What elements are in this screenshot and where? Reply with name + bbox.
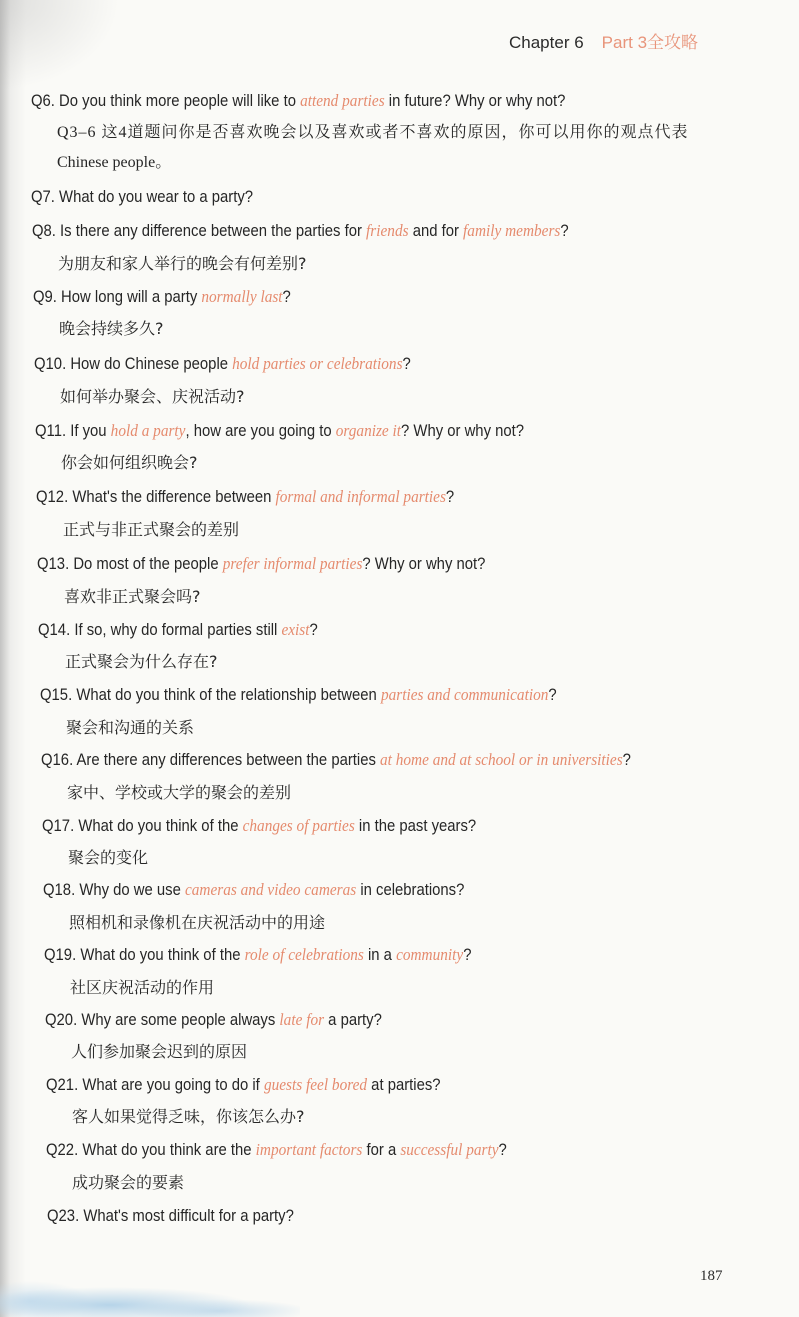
question-text: Q7. What do you wear to a party? [31, 188, 254, 206]
question-q10 [34, 354, 411, 374]
question-text: at parties? [367, 1076, 441, 1094]
question-q20 [45, 1010, 382, 1030]
highlighted-phrase: hold a party [110, 421, 186, 440]
highlighted-phrase: formal and informal parties [275, 487, 446, 506]
decorative-blue-brush [0, 1271, 300, 1317]
question-text: ? [445, 488, 455, 506]
question-text: , how are you going to [185, 422, 336, 440]
question-q15 [40, 685, 557, 705]
page-number: 187 [700, 1268, 723, 1284]
question-q11 [35, 421, 524, 441]
question-text: ? [309, 621, 318, 639]
question-text: Q17. What do you think of the [42, 817, 243, 835]
question-text: Q23. What's most difficult for a party? [47, 1207, 294, 1225]
question-text: in future? Why or why not? [384, 92, 566, 110]
intro-note-line-2: Chinese people。 [57, 154, 172, 171]
translation-q16: 家中、学校或大学的聚会的差别 [67, 783, 292, 802]
question-q14 [38, 620, 318, 640]
question-text: Q8. Is there any difference between the parties for [32, 222, 367, 240]
question-text: Q22. What do you think are the [46, 1141, 256, 1159]
question-text: for a [362, 1141, 401, 1159]
highlighted-phrase: changes of parties [242, 816, 355, 835]
question-text: Q11. If you [35, 422, 111, 440]
highlighted-phrase: hold parties or celebrations [232, 354, 403, 373]
question-q16 [41, 750, 631, 770]
highlighted-phrase: community [396, 945, 464, 964]
question-text: Q6. Do you think more people will like to [31, 92, 301, 110]
highlighted-phrase: role of celebrations [244, 945, 364, 964]
translation-q18: 照相机和录像机在庆祝活动中的用途 [69, 913, 326, 932]
question-text: a party? [324, 1011, 382, 1029]
translation-q12: 正式与非正式聚会的差别 [63, 520, 240, 539]
question-q21 [46, 1075, 441, 1095]
highlighted-phrase: cameras and video cameras [184, 880, 357, 899]
header-part: Part 3全攻略 [601, 33, 699, 52]
question-text: ? [560, 222, 569, 240]
translation-q11: 你会如何组织晚会? [61, 453, 198, 472]
question-text: ? [622, 751, 631, 769]
question-q12 [36, 487, 454, 507]
question-text: ? [548, 686, 557, 704]
question-text: Q20. Why are some people always [45, 1011, 280, 1029]
question-q18 [43, 880, 464, 900]
highlighted-phrase: normally last [201, 287, 283, 306]
question-text: ? [463, 946, 472, 964]
question-text: in the past years? [354, 817, 477, 835]
question-q7 [31, 187, 253, 207]
translation-q9: 晚会持续多久? [59, 319, 164, 338]
translation-q20: 人们参加聚会迟到的原因 [71, 1042, 248, 1061]
question-text: Q9. How long will a party [33, 288, 202, 306]
running-header [509, 32, 698, 54]
translation-q19: 社区庆祝活动的作用 [70, 978, 215, 997]
question-text: ? [402, 355, 411, 373]
translation-q22: 成功聚会的要素 [72, 1173, 185, 1192]
translation-q17: 聚会的变化 [68, 848, 149, 867]
highlighted-phrase: family members [463, 221, 561, 240]
highlighted-phrase: exist [281, 620, 310, 639]
translation-q15: 聚会和沟通的关系 [66, 718, 195, 737]
highlighted-phrase: important factors [255, 1140, 363, 1159]
translation-q8: 为朋友和家人举行的晚会有何差别? [58, 254, 307, 273]
question-q19 [44, 945, 471, 965]
page-binding-shadow [0, 0, 26, 1317]
question-text: ? Why or why not? [401, 422, 525, 440]
question-text: and for [408, 222, 464, 240]
question-q23 [47, 1206, 294, 1226]
question-q17 [42, 816, 476, 836]
question-q13 [37, 554, 485, 574]
highlighted-phrase: at home and at school or in universities [380, 750, 623, 769]
question-text: Q18. Why do we use [43, 881, 185, 899]
header-chapter: Chapter 6 [509, 33, 584, 52]
intro-note-line-1: Q3–6 这4道题问你是否喜欢晚会以及喜欢或者不喜欢的原因，你可以用你的观点代表 [57, 124, 689, 141]
question-text: Q13. Do most of the people [37, 555, 223, 573]
highlighted-phrase: guests feel bored [263, 1075, 368, 1094]
question-text: ? [498, 1141, 507, 1159]
highlighted-phrase: organize it [335, 421, 402, 440]
question-text: Q19. What do you think of the [44, 946, 245, 964]
scan-corner-shadow [0, 0, 120, 90]
question-text: in celebrations? [356, 881, 465, 899]
highlighted-phrase: prefer informal parties [222, 554, 363, 573]
highlighted-phrase: parties and communication [380, 685, 549, 704]
question-text: Q10. How do Chinese people [34, 355, 233, 373]
question-text: in a [363, 946, 397, 964]
translation-q14: 正式聚会为什么存在? [65, 652, 218, 671]
question-q8 [32, 221, 569, 241]
highlighted-phrase: friends [366, 221, 409, 240]
translation-q13: 喜欢非正式聚会吗? [64, 587, 201, 606]
question-text: Q16. Are there any differences between the parties [41, 751, 381, 769]
highlighted-phrase: attend parties [300, 91, 385, 110]
question-q6 [31, 91, 565, 111]
question-text: ? Why or why not? [362, 555, 486, 573]
translation-q21: 客人如果觉得乏味，你该怎么办? [72, 1107, 305, 1126]
question-q9 [33, 287, 291, 307]
question-text: Q21. What are you going to do if [46, 1076, 264, 1094]
question-text: Q14. If so, why do formal parties still [38, 621, 282, 639]
question-text: Q15. What do you think of the relationship between [40, 686, 381, 704]
question-q22 [46, 1140, 507, 1160]
question-text: ? [282, 288, 291, 306]
highlighted-phrase: late for [279, 1010, 325, 1029]
translation-q10: 如何举办聚会、庆祝活动? [60, 387, 245, 406]
question-text: Q12. What's the difference between [36, 488, 276, 506]
highlighted-phrase: successful party [400, 1140, 499, 1159]
